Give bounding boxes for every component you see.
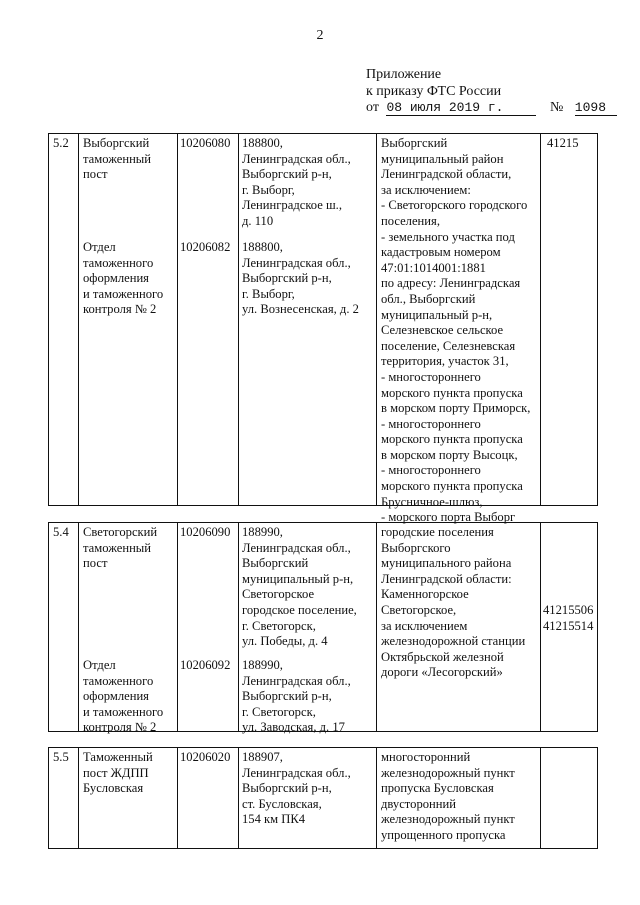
department-code: 10206082	[180, 240, 231, 254]
department-name: Отдел таможенного оформления и таможенного контроля № 2	[83, 240, 164, 317]
department-name: Отдел таможенного оформления и таможенного контроля № 2	[83, 658, 164, 735]
post-address: 188990, Ленинградская обл., Выборгский муниципальный р-н, Светогорское городское поселение, г. Светогорск, ул. Победы, д. 4	[242, 525, 357, 649]
post-name: Светогорский таможенный пост	[83, 525, 158, 571]
order-number: 1098	[575, 100, 617, 116]
post-name: Таможенный пост ЖДПП Бусловская	[83, 750, 153, 796]
appendix-header	[366, 66, 501, 100]
post-code: 10206020	[180, 750, 231, 764]
post-code: 10206080	[180, 136, 231, 150]
department-address: 188990, Ленинградская обл., Выборгский р-н, г. Светогорск, ул. Заводская, д. 17	[242, 658, 351, 735]
okato-code: 41215	[547, 136, 579, 150]
table-row-5-2	[48, 133, 598, 525]
page-number: 2	[316, 28, 324, 43]
table-row-5-4	[48, 522, 598, 735]
row-number: 5.2	[53, 136, 69, 150]
region-description: многосторонний железнодорожный пункт пропуска Бусловская двусторонний железнодорожный пункт упрощенного пропуска	[381, 750, 515, 842]
department-code: 10206092	[180, 658, 231, 672]
department-address: 188800, Ленинградская обл., Выборгский р-н, г. Выборг, ул. Вознесенская, д. 2	[242, 240, 359, 317]
post-name: Выборгский таможенный пост	[83, 136, 152, 182]
post-address: 188800, Ленинградская обл., Выборгский р-н, г. Выборг, Ленинградское ш., д. 110	[242, 136, 351, 228]
order-from-label: от	[366, 100, 379, 115]
post-code: 10206090	[180, 525, 231, 539]
okato-code: 41215506 41215514	[543, 603, 594, 633]
appendix-title: Приложение	[366, 67, 442, 82]
region-description: Выборгский муниципальный район Ленинградской области, за исключением: - Светогорского городского поселения, - земельного участка под кадастровым номером 47:01:1014001:1881 по адресу: Ленинградская обл., Выборгский муниципальный р-н, Селезневское сельское поселение, Селезневская территория, участок 31, - многостороннего морского пункта пропуска в морском порту Приморск, - многостороннего морского пункта пропуска в морском порту Высоцк, - многостороннего морского пункта пропуска Брусничное-шлюз, - морского порта Выборг	[381, 136, 531, 525]
region-description: городские поселения Выборгского муниципального района Ленинградской области: Каменногорское Светогорское, за исключением железнодорожной станции Октябрьской железной дороги «Лесогорский»	[381, 525, 526, 680]
row-number: 5.4	[53, 525, 69, 539]
row-number: 5.5	[53, 750, 69, 764]
order-date: 08 июля 2019 г.	[386, 100, 536, 116]
order-number-sign: №	[549, 100, 564, 115]
appendix-order-ref: к приказу ФТС России	[366, 84, 502, 99]
post-address: 188907, Ленинградская обл., Выборгский р-н, ст. Бусловская, 154 км ПК4	[242, 750, 351, 827]
order-line	[366, 100, 617, 116]
table-row-5-5	[48, 747, 598, 849]
